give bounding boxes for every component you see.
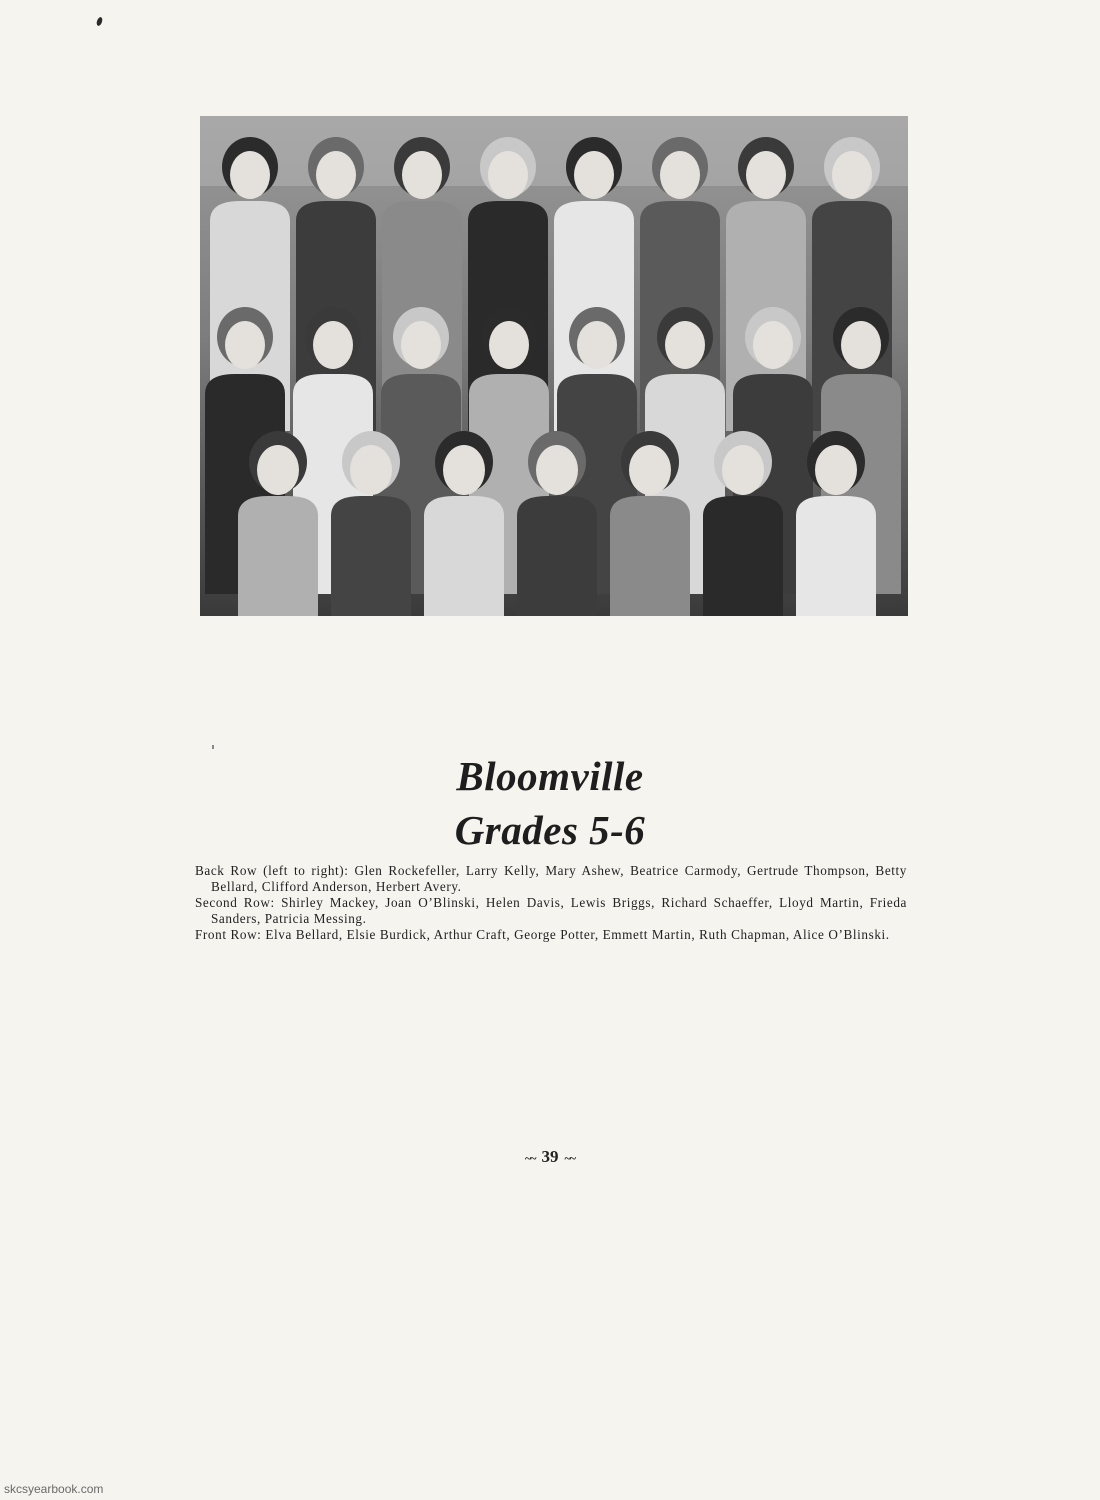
page-title-grades: Grades 5-6: [454, 807, 646, 853]
student-face: [536, 445, 578, 495]
caption-second-row: Second Row: Shirley Mackey, Joan O’Blinski, Helen Davis, Lewis Briggs, Richard Schaeffer, Lloyd Martin, Frieda Sanders, Patricia Messing.: [195, 895, 907, 926]
student-face: [350, 445, 392, 495]
photo-wall: [200, 116, 908, 186]
student-face: [832, 151, 872, 199]
student-face: [665, 321, 705, 369]
caption-front-row: Front Row: Elva Bellard, Elsie Burdick, Arthur Craft, George Potter, Emmett Martin, Ruth Chapman, Alice O’Blinski.: [195, 927, 890, 942]
student-face: [753, 321, 793, 369]
student-face: [660, 151, 700, 199]
student-face: [257, 445, 299, 495]
ink-speck: [96, 16, 104, 26]
student-face: [313, 321, 353, 369]
student-face: [722, 445, 764, 495]
page-number-value: 39: [541, 1147, 559, 1166]
page-number: [0, 1147, 1100, 1167]
student-face: [443, 445, 485, 495]
caption-back-row: Back Row (left to right): Glen Rockefeller, Larry Kelly, Mary Ashew, Beatrice Carmody, Gertrude Thompson, Betty Bellard, Clifford Anderson, Herbert Avery.: [195, 863, 907, 894]
student-face: [629, 445, 671, 495]
student-body: [238, 496, 318, 616]
student-face: [815, 445, 857, 495]
student-face: [401, 321, 441, 369]
page-number-ornament-right: ~~: [564, 1150, 575, 1165]
student-face: [230, 151, 270, 199]
page-number-ornament-left: ~~: [525, 1150, 536, 1165]
watermark: skcsyearbook.com: [4, 1482, 104, 1496]
student-face: [574, 151, 614, 199]
student-body: [331, 496, 411, 616]
student-face: [402, 151, 442, 199]
student-face: [225, 321, 265, 369]
student-body: [424, 496, 504, 616]
page-title-school: Bloomville: [456, 753, 644, 799]
student-body: [796, 496, 876, 616]
student-face: [488, 151, 528, 199]
ink-speck: [212, 745, 214, 749]
student-face: [841, 321, 881, 369]
student-body: [610, 496, 690, 616]
photo-caption: [195, 863, 907, 943]
student-body: [517, 496, 597, 616]
student-face: [577, 321, 617, 369]
class-photo: [200, 116, 908, 616]
student-face: [746, 151, 786, 199]
class-photo-image: [200, 116, 908, 616]
student-body: [703, 496, 783, 616]
student-face: [489, 321, 529, 369]
student-face: [316, 151, 356, 199]
